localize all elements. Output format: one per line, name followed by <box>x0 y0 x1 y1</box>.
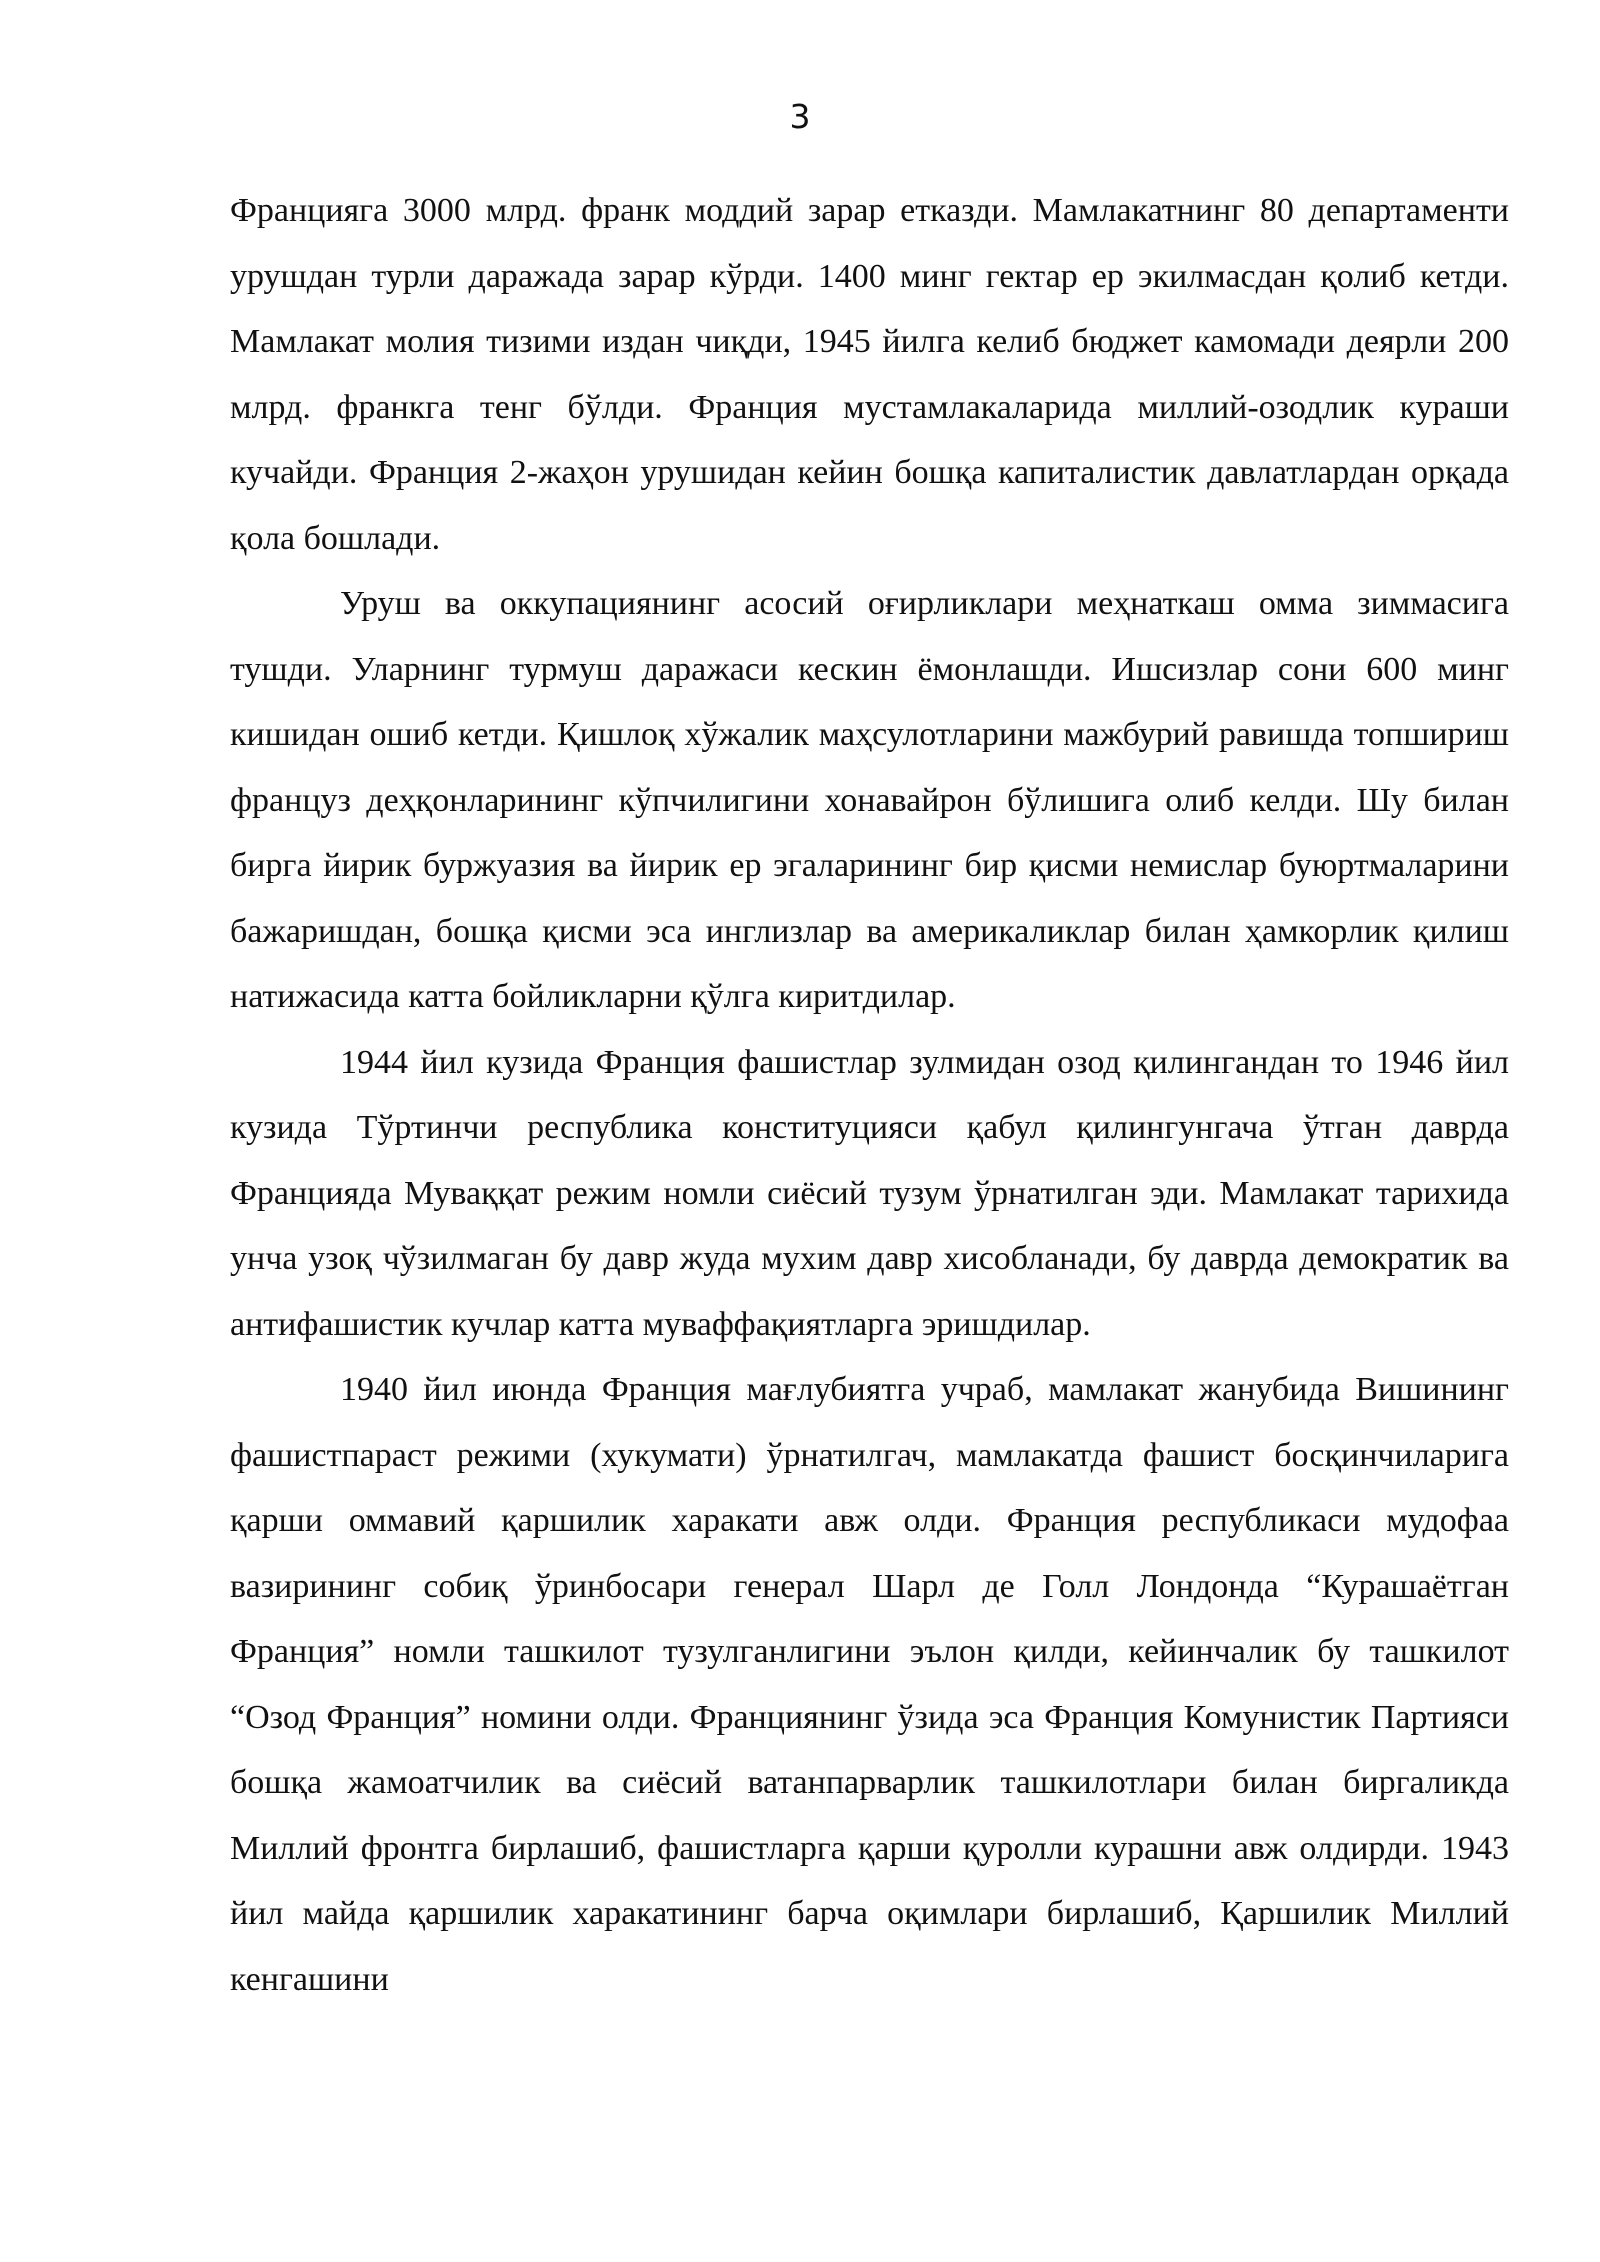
paragraph-1: Францияга 3000 млрд. франк моддий зарар етказди. Мамлакатнинг 80 департаменти урушдан турли даражада зарар кўрди. 1400 минг гектар ер экилмасдан қолиб кетди. Мамлакат молия тизими издан чиқди, 1945 йилга келиб бюджет камомади деярли 200 млрд. франкга тенг бўлди. Франция мустамлакаларида миллий-озодлик кураши кучайди. Франция 2-жаҳон урушидан кейин бошқа капиталистик давлатлардан орқада қола бошлади. <box>230 192 1509 557</box>
paragraph-2: Уруш ва оккупациянинг асосий оғирликлари меҳнаткаш омма зиммасига тушди. Уларнинг турмуш даражаси кескин ёмонлашди. Ишсизлар сони 600 минг кишидан ошиб кетди. Қишлоқ хўжалик маҳсулотларини мажбурий равишда топшириш француз деҳқонларининг кўпчилигини хонавайрон бўлишига олиб келди. Шу билан бирга йирик буржуазия ва йирик ер эгаларининг бир қисми немислар буюртмаларини бажаришдан, бошқа қисми эса инглизлар ва америкаликлар билан ҳамкорлик қилиш натижасида катта бойликларни қўлга киритдилар. <box>230 585 1509 1015</box>
paragraph-4: 1940 йил июнда Франция мағлубиятга учраб, мамлакат жанубида Вишининг фашистпараст режими (хукумати) ўрнатилгач, мамлакатда фашист босқинчиларига қарши оммавий қаршилик харакати авж олди. Франция республикаси мудофаа вазирининг собиқ ўринбосари генерал Шарл де Голл Лондонда “Курашаётган Франция” номли ташкилот тузулганлигини эълон қилди, кейинчалик бу ташкилот “Озод Франция” номини олди. Франциянинг ўзида эса Франция Комунистик Партияси бошқа жамоатчилик ва сиёсий ватанпарварлик ташкилотлари билан биргаликда Миллий фронтга бирлашиб, фашистларга қарши қуролли курашни авж олдирди. 1943 йил майда қаршилик харакатининг барча оқимлари бирлашиб, Қаршилик Миллий кенгашини <box>230 1371 1509 1998</box>
body-text <box>230 178 1509 2012</box>
page-number: 3 <box>789 97 811 136</box>
paragraph-3: 1944 йил кузида Франция фашистлар зулмидан озод қилингандан то 1946 йил кузида Тўртинчи республика конституцияси қабул қилингунгача ўтган даврда Францияда Муваққат режим номли сиёсий тузум ўрнатилган эди. Мамлакат тарихида унча узоқ чўзилмаган бу давр жуда мухим давр хисобланади, бу даврда демократик ва антифашистик кучлар катта муваффақиятларга эришдилар. <box>230 1043 1509 1343</box>
